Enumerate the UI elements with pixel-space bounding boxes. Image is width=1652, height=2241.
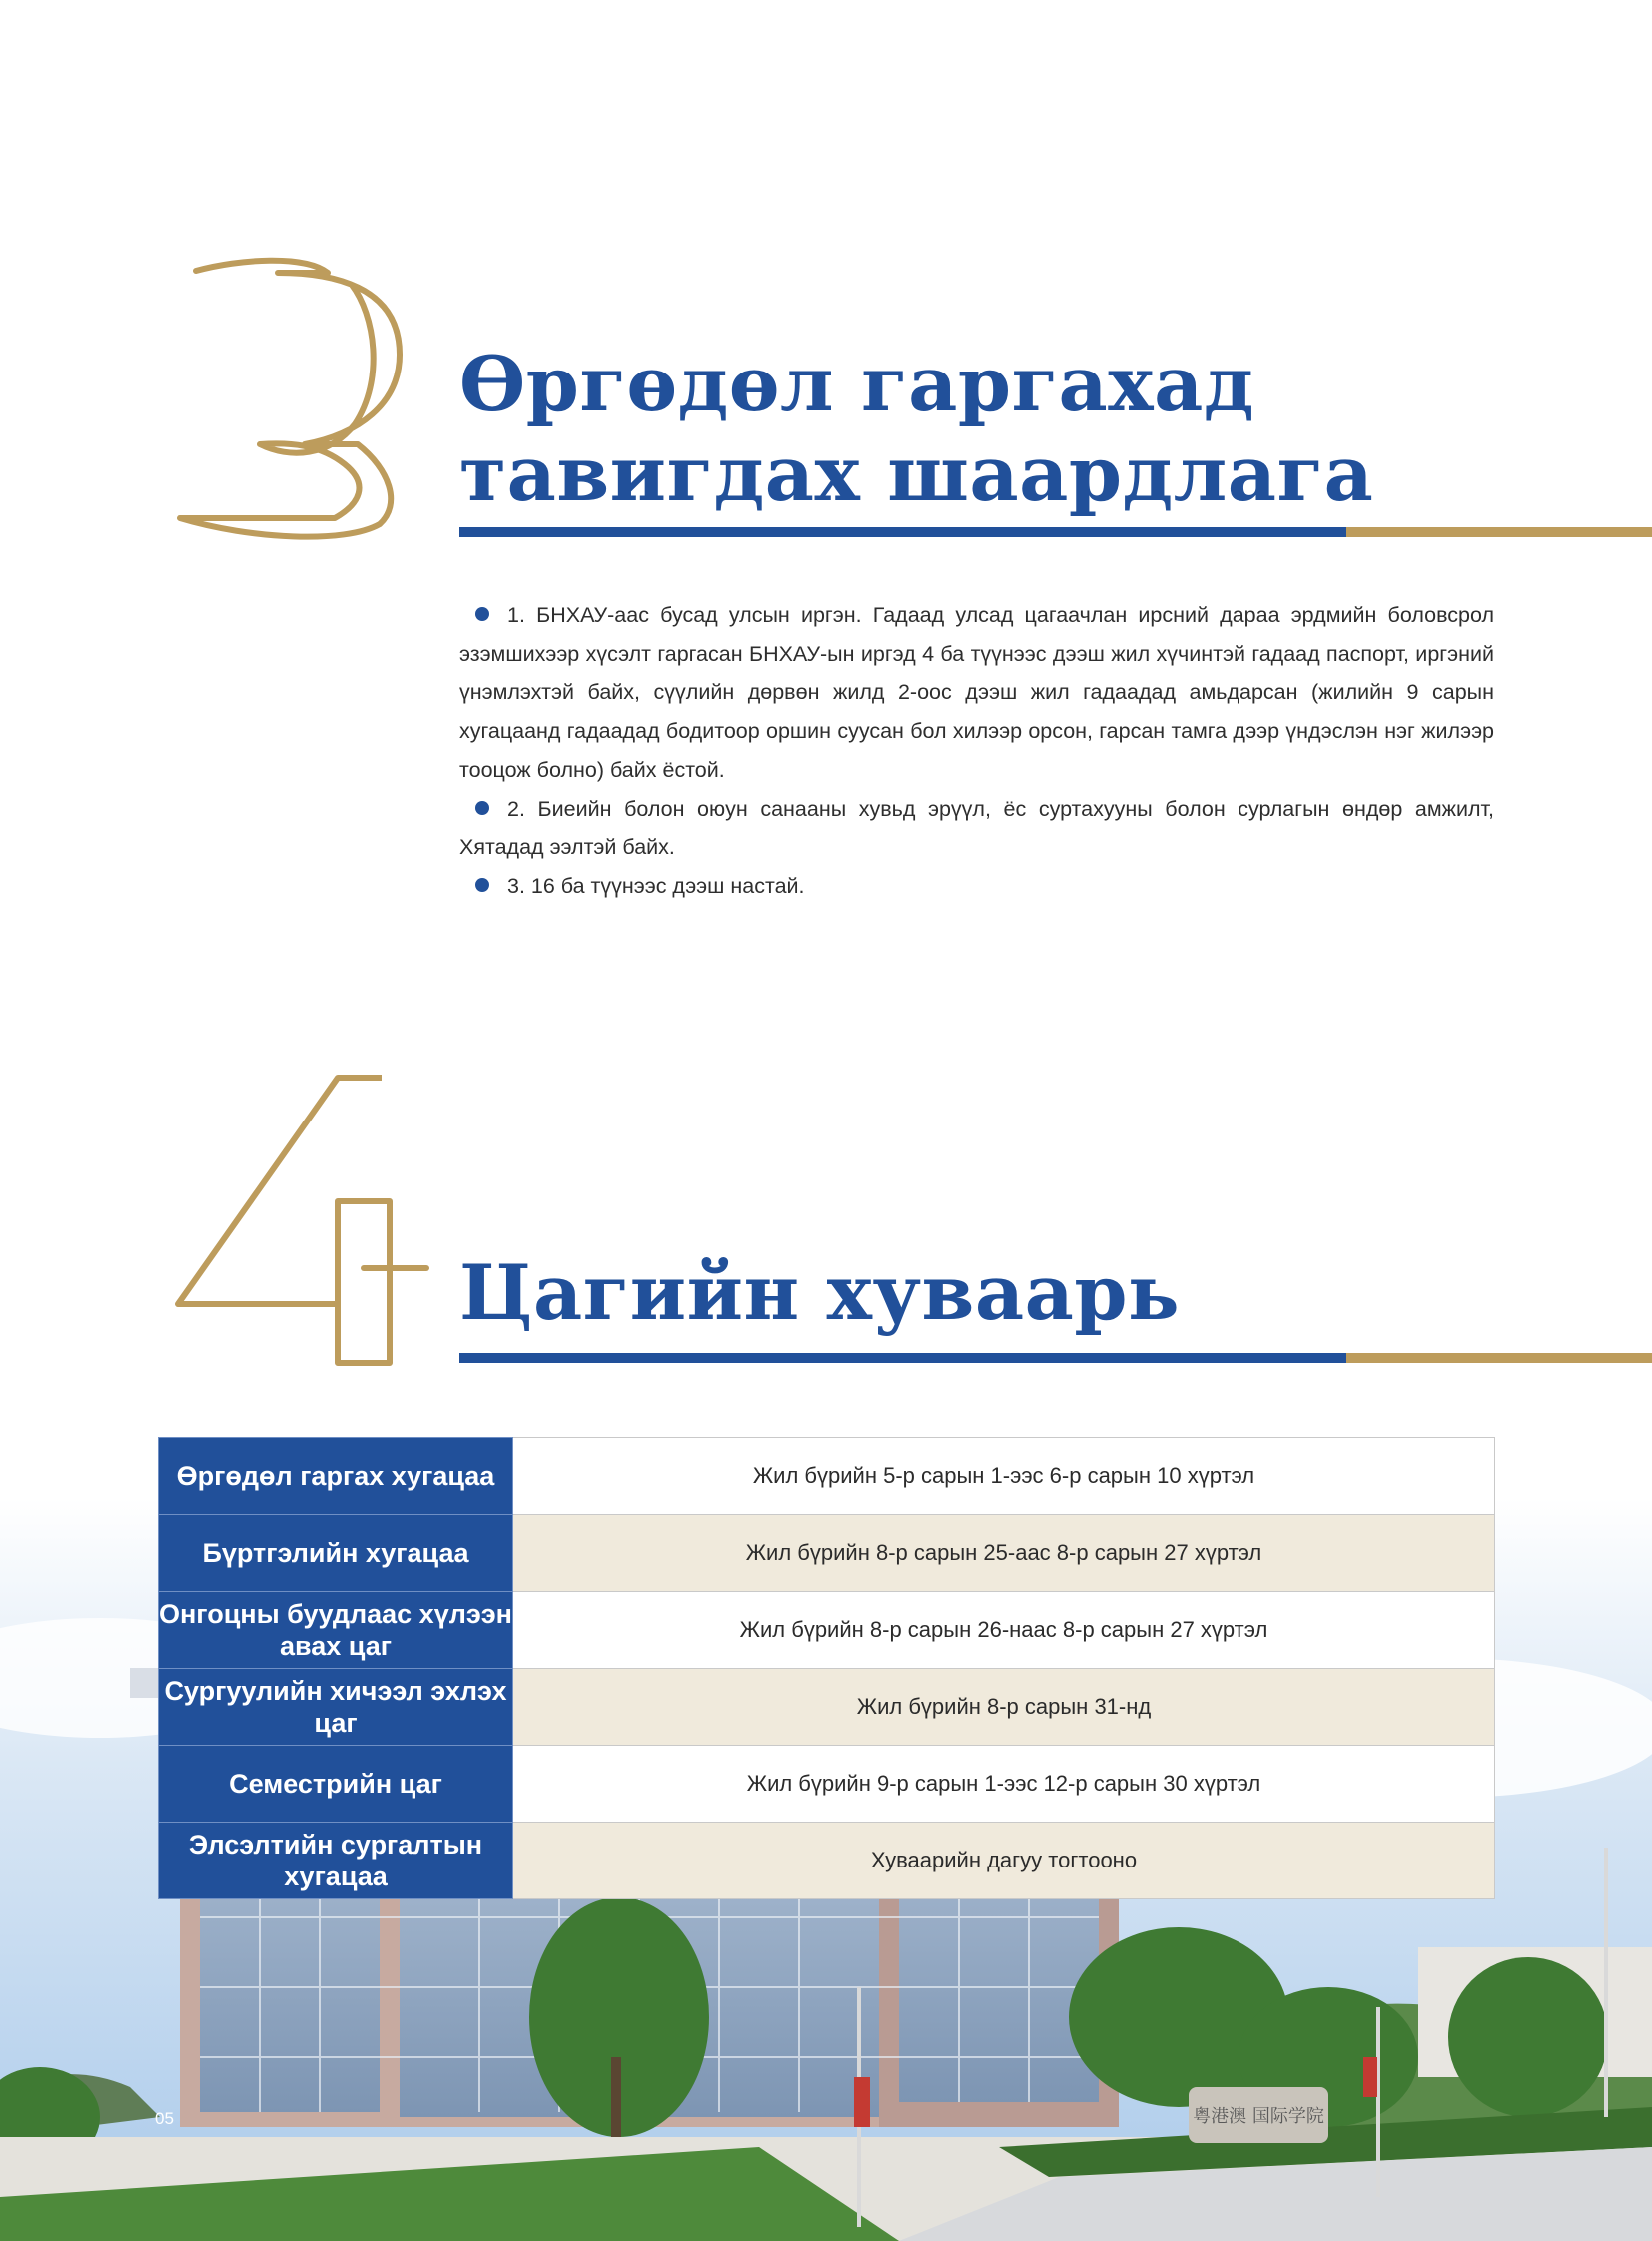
section-3-title-line2: тавигдах шаардлага <box>459 429 1374 518</box>
bullet-dot-icon <box>475 607 489 621</box>
schedule-value: Жил бүрийн 9-р сарын 1-ээс 12-р сарын 30 хүртэл <box>513 1746 1495 1823</box>
schedule-label: Семестрийн цаг <box>159 1746 513 1823</box>
schedule-table <box>158 1437 1495 1899</box>
requirements-list <box>459 596 1494 906</box>
section-4-divider <box>459 1353 1652 1363</box>
campus-sign: 粤港澳 国际学院 <box>1193 2106 1324 2127</box>
table-row <box>159 1438 1495 1515</box>
schedule-value: Жил бүрийн 8-р сарын 26-наас 8-р сарын 27 хүртэл <box>513 1592 1495 1669</box>
table-row <box>159 1515 1495 1592</box>
schedule-value: Хуваарийн дагуу тогтооно <box>513 1823 1495 1899</box>
schedule-label: Бүртгэлийн хугацаа <box>159 1515 513 1592</box>
requirement-item: 1. БНХАУ-аас бусад улсын иргэн. Гадаад улсад цагаачлан ирсний дараа эрдмийн боловсрол эзэмшихээр хүсэлт гаргасан БНХАУ-ын иргэд 4 ба түүнээс дээш жил хүчинтэй гадаад паспорт, иргэний үнэмлэхтэй байх, сүүлийн дөрвөн жилд 2-оос дээш жил гадаадад амьдарсан (жилийн 9 сарын хугацаанд гадаадад бодитоор оршин суусан бол хилээр орсон, гарсан тамга дээр үндэслэн нэг жилээр тооцож болно) байх ёстой. <box>459 603 1494 782</box>
schedule-value: Жил бүрийн 8-р сарын 25-аас 8-р сарын 27 хүртэл <box>513 1515 1495 1592</box>
bullet-dot-icon <box>475 878 489 892</box>
table-row <box>159 1669 1495 1746</box>
table-row <box>159 1823 1495 1899</box>
schedule-label: Онгоцны буудлаас хүлээн авах цаг <box>159 1592 513 1669</box>
schedule-label: Элсэлтийн сургалтын хугацаа <box>159 1823 513 1899</box>
schedule-value: Жил бүрийн 5-р сарын 1-ээс 6-р сарын 10 хүртэл <box>513 1438 1495 1515</box>
bullet-dot-icon <box>475 801 489 815</box>
table-row <box>159 1592 1495 1669</box>
requirement-item: 3. 16 ба түүнээс дээш настай. <box>459 867 1494 906</box>
section-4-title: Цагийн хуваарь <box>459 1248 1181 1337</box>
requirement-item: 2. Биеийн болон оюун санааны хувьд эрүүл, ёс суртахууны болон сурлагын өндөр амжилт, Хятадад ээлтэй байх. <box>459 796 1494 860</box>
section-3-number <box>170 255 419 544</box>
section-3-title <box>459 340 1373 519</box>
section-4-number <box>172 1074 431 1368</box>
section-3-divider <box>459 527 1652 537</box>
schedule-value: Жил бүрийн 8-р сарын 31-нд <box>513 1669 1495 1746</box>
table-row <box>159 1746 1495 1823</box>
schedule-label: Өргөдөл гаргах хугацаа <box>159 1438 513 1515</box>
page-number: 05 <box>155 2109 174 2128</box>
section-3-title-line1: Өргөдөл гаргахад <box>459 340 1254 428</box>
schedule-label: Сургуулийн хичээл эхлэх цаг <box>159 1669 513 1746</box>
